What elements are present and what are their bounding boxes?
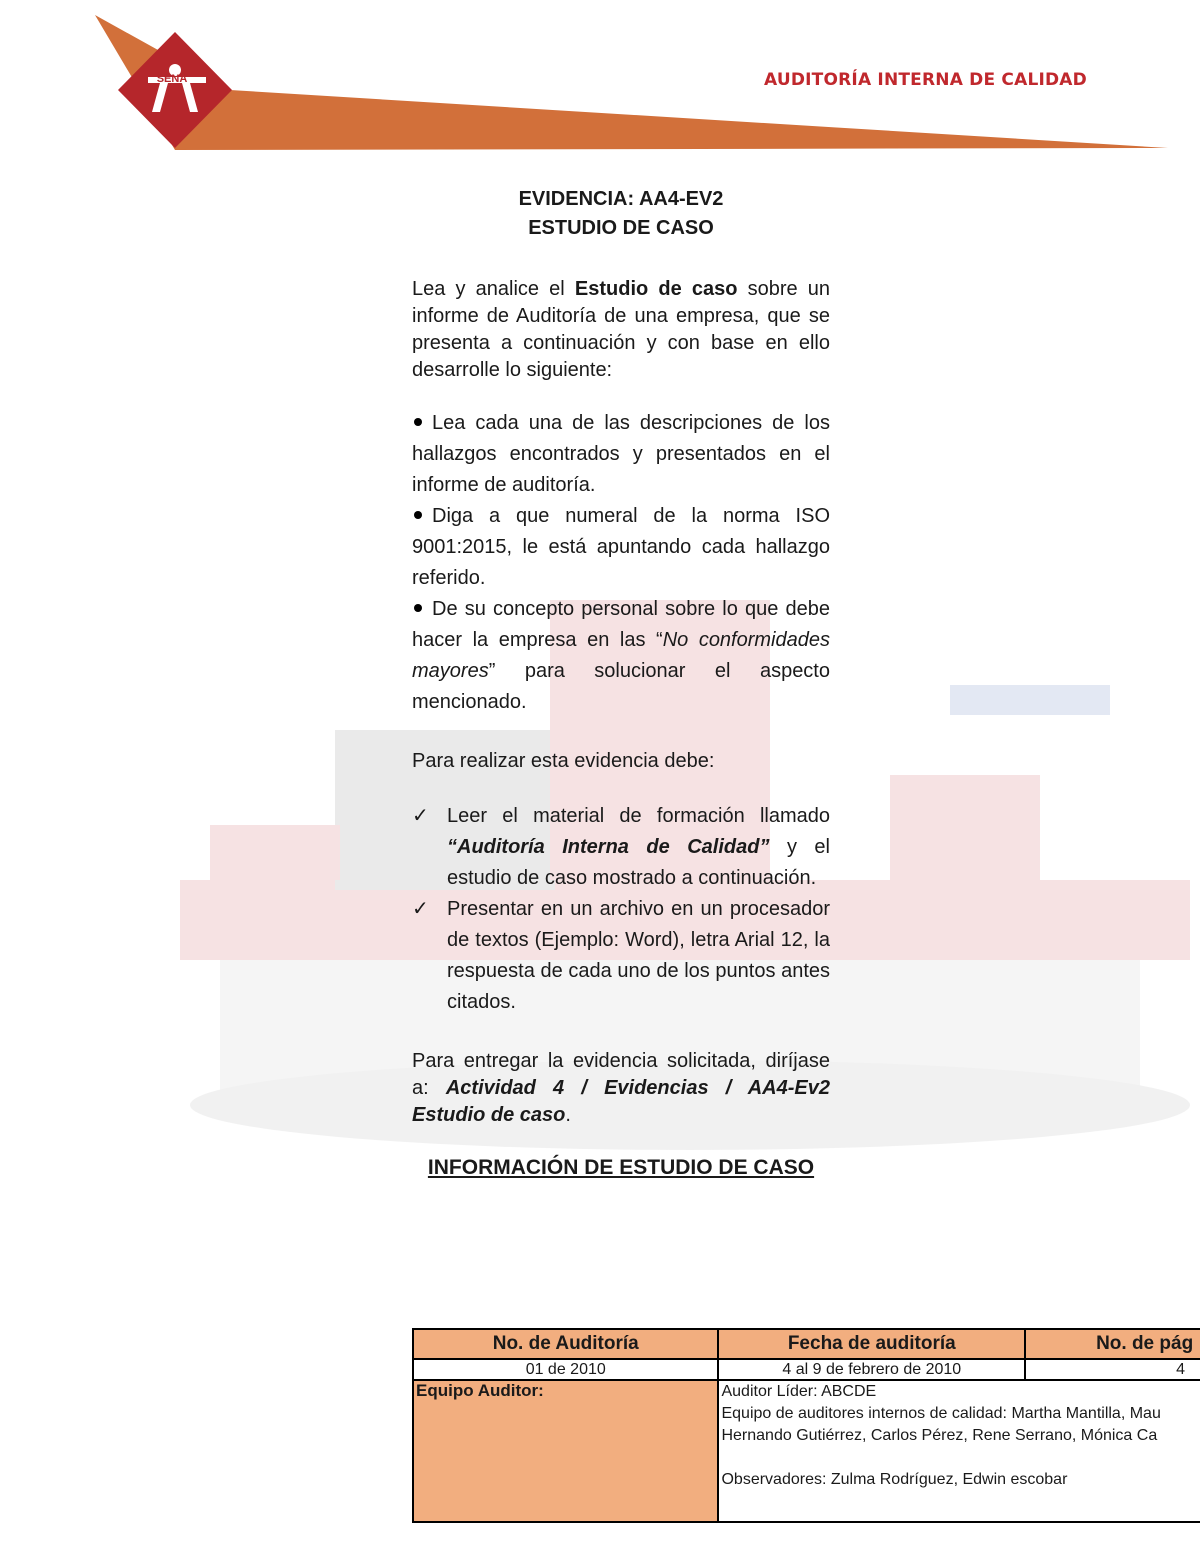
intro-paragraph: Lea y analice el Estudio de caso sobre un informe de Auditoría de una empresa, que se presenta a continuación y con base en ello desarrolle lo siguiente: (412, 278, 830, 381)
checkmark-icon: ✓ (412, 805, 429, 827)
equipo-auditor-details (718, 1380, 1200, 1522)
bullet-icon (414, 604, 422, 612)
table-cell: 01 de 2010 (413, 1359, 718, 1380)
column-header: No. de pág (1025, 1329, 1200, 1359)
header-title: AUDITORÍA INTERNA DE CALIDAD (764, 70, 1087, 90)
table-row (413, 1380, 1200, 1522)
auditor-lider: Auditor Líder: ABCDE (721, 1383, 877, 1400)
list-item: De su concepto personal sobre lo que debe hacer la empresa en las “No conformidades mayores” para solucionar el aspecto mencionado. (412, 598, 830, 713)
table-cell: 4 al 9 de febrero de 2010 (718, 1359, 1025, 1380)
list-item: ✓ Presentar en un archivo en un procesador de textos (Ejemplo: Word), letra Arial 12, la respuesta de cada uno de los puntos antes citados. (412, 894, 830, 1018)
list-item: ✓ Leer el material de formación llamado “Auditoría Interna de Calidad” y el estudio de caso mostrado a continuación. (412, 801, 830, 894)
column-header: Fecha de auditoría (718, 1329, 1025, 1359)
observadores: Observadores: Zulma Rodríguez, Edwin escobar (721, 1471, 1068, 1488)
table-cell: 4 (1025, 1359, 1200, 1380)
equipo-line: Hernando Gutiérrez, Carlos Pérez, Rene Serrano, Mónica Ca (721, 1427, 1158, 1444)
evidence-subtitle: ESTUDIO DE CASO (528, 217, 714, 239)
requirements-list (412, 801, 830, 1018)
logo-text: SENA (156, 73, 188, 85)
table-row (413, 1359, 1200, 1380)
evidence-title: EVIDENCIA: AA4-EV2 (518, 188, 724, 210)
table-header-row (413, 1329, 1200, 1359)
column-header: No. de Auditoría (413, 1329, 718, 1359)
equipo-auditor-label: Equipo Auditor: (413, 1380, 718, 1522)
equipo-line: Equipo de auditores internos de calidad: Martha Mantilla, Mau (721, 1405, 1161, 1422)
entregar-paragraph: Para entregar la evidencia solicitada, diríjase a: Actividad 4 / Evidencias / AA4-Ev2 Estudio de caso. (412, 1050, 830, 1126)
list-item: Diga a que numeral de la norma ISO 9001:2015, le está apuntando cada hallazgo referido. (412, 505, 830, 589)
realizar-paragraph: Para realizar esta evidencia debe: (412, 750, 715, 772)
bullet-icon (414, 511, 422, 519)
info-section-title: INFORMACIÓN DE ESTUDIO DE CASO (427, 1156, 815, 1179)
checkmark-icon: ✓ (412, 898, 429, 920)
document-body (412, 185, 830, 1183)
list-item: Lea cada una de las descripciones de los hallazgos encontrados y presentados en el informe de auditoría. (412, 412, 830, 496)
bullet-icon (414, 418, 422, 426)
instructions-list (412, 408, 830, 718)
audit-info-table (412, 1328, 1200, 1523)
